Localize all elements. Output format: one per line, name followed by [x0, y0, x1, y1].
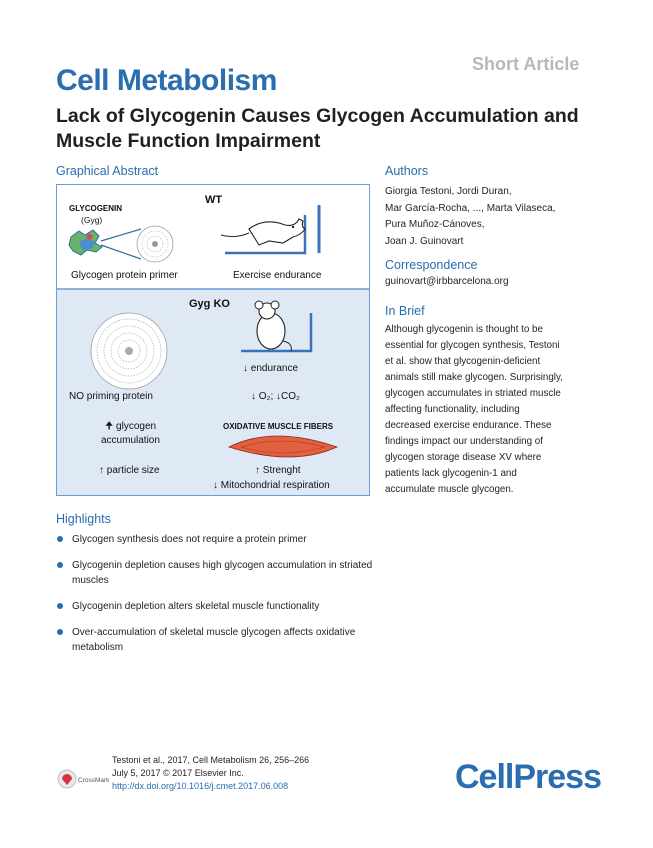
- author-line: Mar García-Rocha, ..., Marta Vilaseca,: [385, 202, 556, 214]
- gyg-label: (Gyg): [81, 215, 103, 225]
- highlight-item: Glycogenin depletion alters skeletal muscle functionality: [56, 599, 376, 614]
- cellpress-logo: CellPress: [455, 758, 601, 796]
- large-glycogen-particle-icon: [91, 313, 167, 389]
- brief-line: et al. show that glycogenin-deficient: [385, 356, 541, 367]
- exercise-caption: Exercise endurance: [233, 270, 322, 281]
- author-line: Joan J. Guinovart: [385, 235, 464, 247]
- strength-caption: ↑ Strenght: [255, 465, 301, 476]
- bullet-icon: [57, 603, 63, 609]
- bullet-icon: [57, 562, 63, 568]
- crossmark-logo[interactable]: [56, 768, 118, 790]
- in-brief-heading: In Brief: [385, 304, 425, 318]
- highlights-list: [56, 532, 376, 666]
- glycogen-caption-1: 🠉 glycogen: [105, 421, 157, 432]
- endurance-caption: ↓ endurance: [243, 363, 299, 374]
- brief-line: Although glycogenin is thought to be: [385, 324, 543, 335]
- correspondence-email[interactable]: guinovart@irbbarcelona.org: [385, 276, 509, 287]
- brief-line: essential for glycogen synthesis, Testoni: [385, 340, 560, 351]
- highlight-item: Glycogen synthesis does not require a protein primer: [56, 532, 376, 547]
- doi-link[interactable]: http://dx.doi.org/10.1016/j.cmet.2017.06.008: [112, 781, 289, 791]
- running-mouse-icon: [221, 205, 319, 253]
- bullet-icon: [57, 629, 63, 635]
- highlight-item: Over-accumulation of skeletal muscle glycogen affects oxidative metabolism: [56, 625, 376, 655]
- no-primer-caption: NO priming protein: [69, 391, 153, 402]
- particle-caption: ↑ particle size: [99, 465, 160, 476]
- highlights-heading: Highlights: [56, 512, 111, 526]
- author-line: Pura Muñoz-Cánoves,: [385, 219, 485, 230]
- graphical-abstract: [56, 184, 370, 496]
- brief-line: affecting functionality, including: [385, 404, 520, 415]
- bullet-icon: [57, 536, 63, 542]
- article-title: Lack of Glycogenin Causes Glycogen Accumulation and Muscle Function Impairment: [56, 105, 579, 152]
- protein-primer-icon: [69, 229, 141, 259]
- citation: [112, 754, 309, 793]
- glycogen-particle-icon: [137, 226, 173, 262]
- mito-caption: ↓ Mitochondrial respiration: [213, 480, 330, 491]
- gas-caption: ↓ O₂; ↓CO₂: [251, 391, 300, 402]
- graphical-abstract-heading: Graphical Abstract: [56, 164, 159, 178]
- highlight-item: Glycogenin depletion causes high glycogen accumulation in striated muscles: [56, 558, 376, 588]
- glycogenin-label: GLYCOGENIN: [69, 204, 123, 213]
- fibers-caption: OXIDATIVE MUSCLE FIBERS: [223, 422, 334, 431]
- brief-line: findings impact our understanding of: [385, 436, 543, 447]
- brief-line: glycogen storage disease XV where: [385, 452, 542, 463]
- glycogen-caption-2: accumulation: [101, 435, 160, 446]
- brief-line: accumulate muscle glycogen.: [385, 484, 514, 495]
- brief-line: glycogen accumulates in striated muscle: [385, 388, 561, 399]
- svg-text:CrossMark: CrossMark: [78, 777, 110, 784]
- authors-list: [385, 184, 600, 250]
- author-line: Giorgia Testoni, Jordi Duran,: [385, 186, 512, 197]
- correspondence-heading: Correspondence: [385, 258, 478, 272]
- in-brief-text: [385, 322, 589, 498]
- citation-line: Testoni et al., 2017, Cell Metabolism 26, 256–266: [112, 755, 310, 765]
- brief-line: patients lack glycogenin-1 and: [385, 468, 517, 479]
- brief-line: animals still make glycogen. Surprisingly,: [385, 372, 563, 383]
- authors-heading: Authors: [385, 164, 429, 178]
- wt-label: WT: [205, 194, 223, 206]
- journal-name: Cell Metabolism: [56, 64, 277, 97]
- citation-line: July 5, 2017 © 2017 Elsevier Inc.: [112, 768, 244, 778]
- brief-line: decreased exercise endurance. These: [385, 420, 552, 431]
- ko-label: Gyg KO: [189, 298, 230, 310]
- article-type: Short Article: [472, 54, 580, 74]
- primer-caption: Glycogen protein primer: [71, 270, 178, 281]
